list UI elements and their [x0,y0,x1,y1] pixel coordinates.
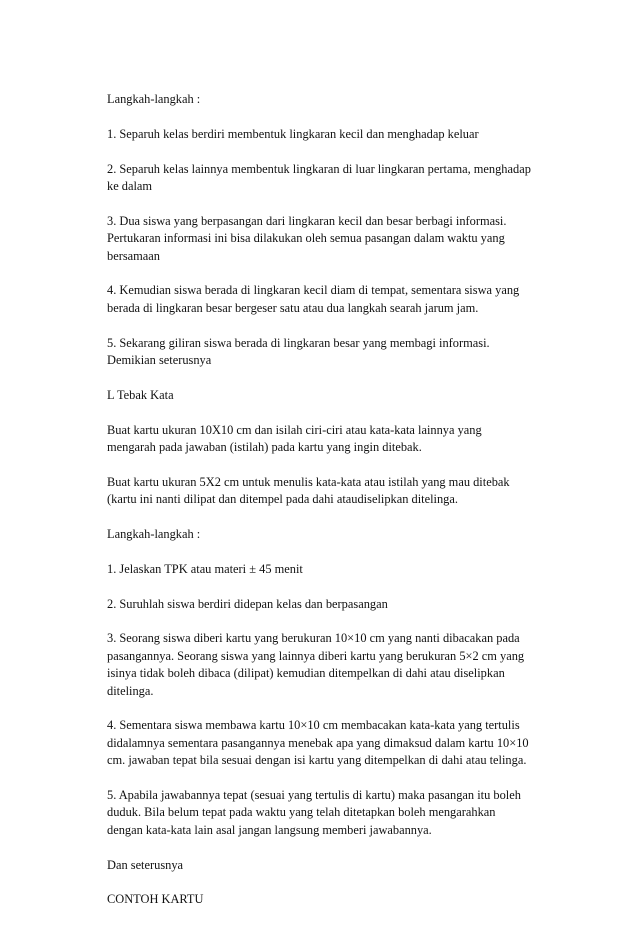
paragraph-step-2: 2. Separuh kelas lainnya membentuk lingkaran di luar lingkaran pertama, menghadap ke dalam [107,161,531,193]
section-heading-tebak-kata: L Tebak Kata [107,387,174,402]
paragraph-dan-seterusnya: Dan seterusnya [107,857,184,872]
paragraph-steps-heading-2: Langkah-langkah : [107,527,201,542]
paragraph-step-5: 5. Sekarang giliran siswa berada di lingkaran besar yang membagi informasi. Demikian seterusnya [107,335,490,368]
paragraph-contoh-kartu: CONTOH KARTU [107,892,204,907]
document-body [107,91,552,926]
paragraph-tebak-step-5: 5. Apabila jawabannya tepat (sesuai yang tertulis di kartu) maka pasangan itu boleh duduk. Bila belum tepat pada waktu yang telah ditetapkan boleh mengarahkan dengan kata-kata lain asal jangan langsung memberi jawabannya. [107,788,521,837]
paragraph-step-4: 4. Kemudian siswa berada di lingkaran kecil diam di tempat, sementara siswa yang berada di lingkaran besar bergeser satu atau dua langkah searah jarum jam. [107,283,520,315]
paragraph-tebak-step-2: 2. Suruhlah siswa berdiri didepan kelas dan berpasangan [107,596,388,611]
paragraph-step-1: 1. Separuh kelas berdiri membentuk lingkaran kecil dan menghadap keluar [107,126,479,141]
paragraph-tebak-step-4: 4. Sementara siswa membawa kartu 10×10 cm membacakan kata-kata yang tertulis didalamnya sementara pasangannya menebak apa yang dimaksud dalam kartu 10×10 cm. jawaban tepat bila sesuai dengan isi kartu yang ditempelkan di dahi atau telinga. [107,718,529,768]
paragraph-tebak-step-3: 3. Seorang siswa diberi kartu yang berukuran 10×10 cm yang nanti dibacakan pada pasangannya. Seorang siswa yang lainnya diberi kartu yang berukuran 5×2 cm yang isinya tidak boleh dibaca (dilipat) kemudian ditempelkan di dahi atau diselipkan ditelinga. [107,631,525,698]
paragraph-card-5x2: Buat kartu ukuran 5X2 cm untuk menulis kata-kata atau istilah yang mau ditebak (kartu ini nanti dilipat dan ditempel pada dahi ataudiselipkan ditelinga. [107,474,510,507]
paragraph-card-10x10: Buat kartu ukuran 10X10 cm dan isilah ciri-ciri atau kata-kata lainnya yang mengarah pada jawaban (istilah) pada kartu yang ingin ditebak. [107,422,482,455]
paragraph-steps-heading-1: Langkah-langkah : [107,92,201,106]
paragraph-step-3: 3. Dua siswa yang berpasangan dari lingkaran kecil dan besar berbagi informasi. Pertukaran informasi ini bisa dilakukan oleh semua pasangan dalam waktu yang bersamaan [107,213,507,263]
paragraph-tebak-step-1: 1. Jelaskan TPK atau materi ± 45 menit [107,561,303,576]
